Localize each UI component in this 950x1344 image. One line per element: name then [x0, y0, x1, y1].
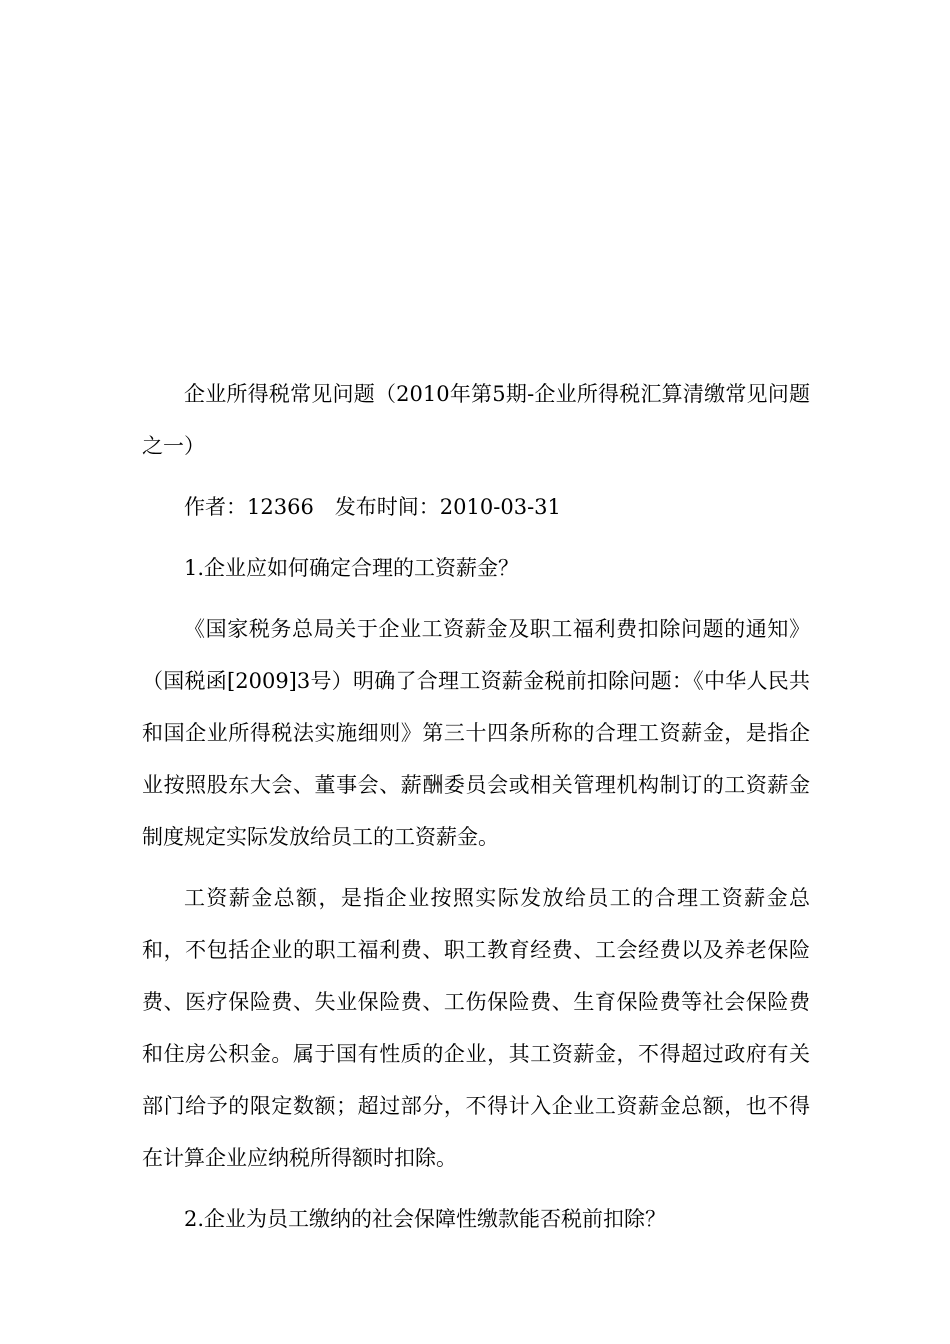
paragraph-1: 《国家税务总局关于企业工资薪金及职工福利费扣除问题的通知》（国税函[2009]3号）明确了合理工资薪金税前扣除问题：《中华人民共和国企业所得税法实施细则》第三十四条所称的合理工资薪金，是指企业按照股东大会、董事会、薪酬委员会或相关管理机构制订的工资薪金制度规定实际发放给员工的工资薪金。	[142, 617, 810, 849]
document-body	[142, 368, 810, 1254]
byline: 作者：12366 发布时间：2010-03-31	[184, 495, 561, 519]
document-title: 企业所得税常见问题（2010年第5期-企业所得税汇算清缴常见问题之一）	[142, 382, 810, 458]
question-2: 2.企业为员工缴纳的社会保障性缴款能否税前扣除？	[184, 1207, 667, 1231]
paragraph-2: 工资薪金总额，是指企业按照实际发放给员工的合理工资薪金总和，不包括企业的职工福利费、职工教育经费、工会经费以及养老保险费、医疗保险费、失业保险费、工伤保险费、生育保险费等社会保险费和住房公积金。属于国有性质的企业，其工资薪金，不得超过政府有关部门给予的限定数额；超过部分，不得计入企业工资薪金总额，也不得在计算企业应纳税所得额时扣除。	[142, 886, 810, 1170]
question-1: 1.企业应如何确定合理的工资薪金？	[184, 556, 520, 580]
